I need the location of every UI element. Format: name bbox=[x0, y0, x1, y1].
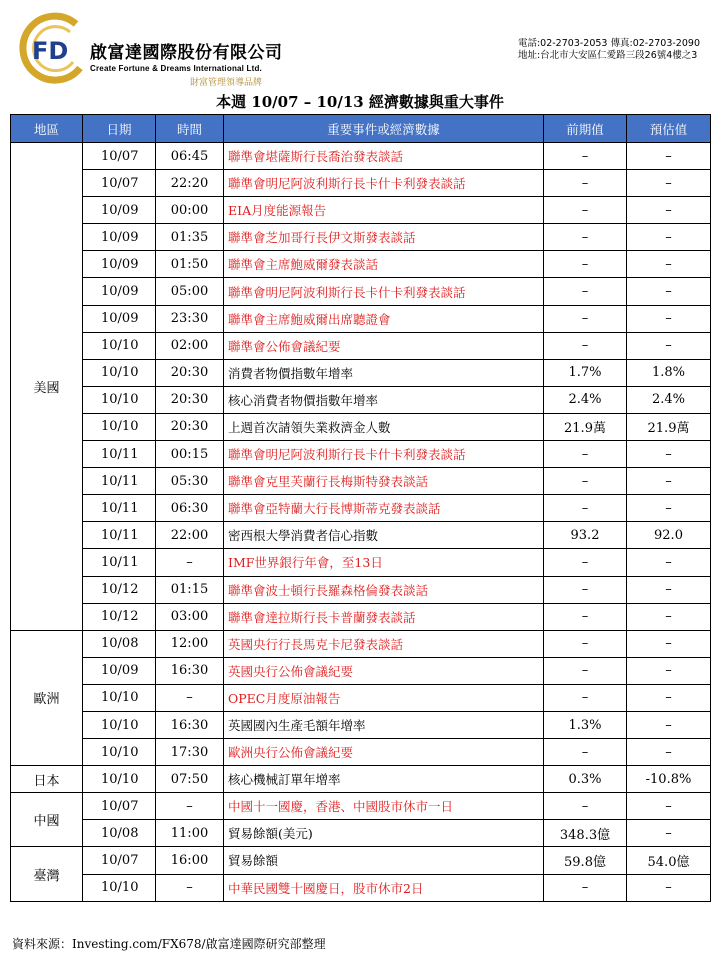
forecast-value-cell: – bbox=[627, 739, 711, 766]
table-row bbox=[11, 874, 711, 901]
date-cell: 10/10 bbox=[83, 684, 156, 711]
event-cell: 聯準會明尼阿波利斯行長卡什卡利發表談話 bbox=[224, 441, 544, 468]
table-row bbox=[11, 413, 711, 440]
table-row bbox=[11, 657, 711, 684]
date-cell: 10/11 bbox=[83, 441, 156, 468]
event-cell: 貿易餘額(美元) bbox=[224, 820, 544, 847]
table-row bbox=[11, 549, 711, 576]
previous-value-cell: 1.7% bbox=[544, 359, 627, 386]
event-cell: 核心消費者物價指數年增率 bbox=[224, 386, 544, 413]
region-cell: 美國 bbox=[11, 143, 83, 631]
table-row bbox=[11, 576, 711, 603]
event-cell: 聯準會亞特蘭大行長博斯蒂克發表談話 bbox=[224, 495, 544, 522]
phone-fax: 電話:02-2703-2053 傳真:02-2703-2090 bbox=[517, 38, 700, 49]
previous-value-cell: – bbox=[544, 684, 627, 711]
table-row bbox=[11, 766, 711, 793]
svg-text:FD: FD bbox=[32, 37, 69, 65]
event-cell: 聯準會公佈會議紀要 bbox=[224, 332, 544, 359]
table-row bbox=[11, 684, 711, 711]
table-header-row bbox=[11, 115, 711, 143]
date-cell: 10/10 bbox=[83, 711, 156, 738]
previous-value-cell: 93.2 bbox=[544, 522, 627, 549]
time-cell: 03:00 bbox=[156, 603, 224, 630]
time-cell: 01:50 bbox=[156, 251, 224, 278]
event-cell: 中國十一國慶，香港、中國股市休市一日 bbox=[224, 793, 544, 820]
forecast-value-cell: 2.4% bbox=[627, 386, 711, 413]
company-name-en: Create Fortune & Dreams International Ltd. bbox=[90, 64, 262, 73]
forecast-value-cell: 54.0億 bbox=[627, 847, 711, 874]
event-cell: 聯準會明尼阿波利斯行長卡什卡利發表談話 bbox=[224, 170, 544, 197]
time-cell: 05:30 bbox=[156, 468, 224, 495]
previous-value-cell: – bbox=[544, 170, 627, 197]
date-cell: 10/09 bbox=[83, 278, 156, 305]
event-cell: 核心機械訂單年增率 bbox=[224, 766, 544, 793]
table-row bbox=[11, 630, 711, 657]
time-cell: – bbox=[156, 793, 224, 820]
time-cell: 06:45 bbox=[156, 143, 224, 170]
column-header-time: 時間 bbox=[156, 115, 224, 143]
column-header-region: 地區 bbox=[11, 115, 83, 143]
address: 地址:台北市大安區仁愛路三段26號4樓之3 bbox=[517, 50, 698, 61]
date-cell: 10/07 bbox=[83, 143, 156, 170]
table-row bbox=[11, 359, 711, 386]
table-row bbox=[11, 820, 711, 847]
table-row bbox=[11, 793, 711, 820]
date-cell: 10/12 bbox=[83, 576, 156, 603]
previous-value-cell: – bbox=[544, 739, 627, 766]
brand-block bbox=[90, 38, 283, 88]
event-cell: 上週首次請領失業救濟金人數 bbox=[224, 413, 544, 440]
event-cell: 英國央行公佈會議紀要 bbox=[224, 657, 544, 684]
time-cell: 22:20 bbox=[156, 170, 224, 197]
time-cell: – bbox=[156, 684, 224, 711]
forecast-value-cell: – bbox=[627, 468, 711, 495]
previous-value-cell: – bbox=[544, 251, 627, 278]
page-header bbox=[0, 0, 720, 90]
forecast-value-cell: – bbox=[627, 224, 711, 251]
company-logo bbox=[18, 12, 90, 84]
time-cell: 16:30 bbox=[156, 657, 224, 684]
date-cell: 10/10 bbox=[83, 766, 156, 793]
previous-value-cell: – bbox=[544, 630, 627, 657]
date-cell: 10/07 bbox=[83, 847, 156, 874]
table-body bbox=[11, 143, 711, 902]
event-cell: 聯準會芝加哥行長伊文斯發表談話 bbox=[224, 224, 544, 251]
company-slogan: 財富管理領導品牌 bbox=[190, 78, 263, 88]
previous-value-cell: – bbox=[544, 576, 627, 603]
date-cell: 10/10 bbox=[83, 359, 156, 386]
table-row bbox=[11, 224, 711, 251]
previous-value-cell: – bbox=[544, 224, 627, 251]
forecast-value-cell: – bbox=[627, 603, 711, 630]
forecast-value-cell: – bbox=[627, 495, 711, 522]
column-header-previous: 前期值 bbox=[544, 115, 627, 143]
event-cell: 密西根大學消費者信心指數 bbox=[224, 522, 544, 549]
previous-value-cell: – bbox=[544, 305, 627, 332]
forecast-value-cell: – bbox=[627, 576, 711, 603]
previous-value-cell: – bbox=[544, 197, 627, 224]
date-cell: 10/09 bbox=[83, 251, 156, 278]
region-cell: 臺灣 bbox=[11, 847, 83, 901]
date-cell: 10/10 bbox=[83, 386, 156, 413]
forecast-value-cell: – bbox=[627, 170, 711, 197]
forecast-value-cell: – bbox=[627, 874, 711, 901]
time-cell: 16:30 bbox=[156, 711, 224, 738]
table-row bbox=[11, 847, 711, 874]
time-cell: 22:00 bbox=[156, 522, 224, 549]
time-cell: 07:50 bbox=[156, 766, 224, 793]
event-cell: 聯準會明尼阿波利斯行長卡什卡利發表談話 bbox=[224, 278, 544, 305]
time-cell: 06:30 bbox=[156, 495, 224, 522]
forecast-value-cell: – bbox=[627, 197, 711, 224]
time-cell: 23:30 bbox=[156, 305, 224, 332]
forecast-value-cell: – bbox=[627, 278, 711, 305]
table-row bbox=[11, 170, 711, 197]
forecast-value-cell: – bbox=[627, 630, 711, 657]
table-row bbox=[11, 711, 711, 738]
forecast-value-cell: – bbox=[627, 305, 711, 332]
time-cell: 01:35 bbox=[156, 224, 224, 251]
event-cell: IMF世界銀行年會，至13日 bbox=[224, 549, 544, 576]
table-row bbox=[11, 305, 711, 332]
table-row bbox=[11, 278, 711, 305]
time-cell: 12:00 bbox=[156, 630, 224, 657]
time-cell: 16:00 bbox=[156, 847, 224, 874]
column-header-event: 重要事件或經濟數據 bbox=[224, 115, 544, 143]
date-cell: 10/08 bbox=[83, 630, 156, 657]
previous-value-cell: – bbox=[544, 468, 627, 495]
source-note: 資料來源：Investing.com/FX678/啟富達國際研究部整理 bbox=[12, 937, 326, 951]
time-cell: 20:30 bbox=[156, 386, 224, 413]
table-row bbox=[11, 441, 711, 468]
previous-value-cell: 21.9萬 bbox=[544, 413, 627, 440]
region-cell: 中國 bbox=[11, 793, 83, 847]
date-cell: 10/09 bbox=[83, 224, 156, 251]
date-cell: 10/11 bbox=[83, 549, 156, 576]
forecast-value-cell: – bbox=[627, 251, 711, 278]
date-cell: 10/07 bbox=[83, 170, 156, 197]
table-row bbox=[11, 603, 711, 630]
previous-value-cell: 2.4% bbox=[544, 386, 627, 413]
table-row bbox=[11, 468, 711, 495]
event-cell: 英國央行行長馬克卡尼發表談話 bbox=[224, 630, 544, 657]
previous-value-cell: – bbox=[544, 278, 627, 305]
events-table bbox=[10, 114, 711, 902]
forecast-value-cell: – bbox=[627, 441, 711, 468]
date-cell: 10/10 bbox=[83, 874, 156, 901]
forecast-value-cell: -10.8% bbox=[627, 766, 711, 793]
time-cell: 00:00 bbox=[156, 197, 224, 224]
table-row bbox=[11, 495, 711, 522]
event-cell: 中華民國雙十國慶日，股市休市2日 bbox=[224, 874, 544, 901]
time-cell: – bbox=[156, 874, 224, 901]
event-cell: EIA月度能源報告 bbox=[224, 197, 544, 224]
company-name-cn: 啟富達國際股份有限公司 bbox=[90, 43, 283, 63]
column-header-date: 日期 bbox=[83, 115, 156, 143]
table-row bbox=[11, 197, 711, 224]
event-cell: OPEC月度原油報告 bbox=[224, 684, 544, 711]
previous-value-cell: – bbox=[544, 495, 627, 522]
date-cell: 10/09 bbox=[83, 197, 156, 224]
time-cell: 01:15 bbox=[156, 576, 224, 603]
forecast-value-cell: – bbox=[627, 332, 711, 359]
date-cell: 10/11 bbox=[83, 468, 156, 495]
date-cell: 10/10 bbox=[83, 739, 156, 766]
forecast-value-cell: – bbox=[627, 684, 711, 711]
event-cell: 聯準會波士頓行長羅森格倫發表談話 bbox=[224, 576, 544, 603]
forecast-value-cell: – bbox=[627, 143, 711, 170]
table-row bbox=[11, 386, 711, 413]
forecast-value-cell: – bbox=[627, 793, 711, 820]
previous-value-cell: 0.3% bbox=[544, 766, 627, 793]
previous-value-cell: – bbox=[544, 332, 627, 359]
date-cell: 10/10 bbox=[83, 332, 156, 359]
forecast-value-cell: 92.0 bbox=[627, 522, 711, 549]
date-cell: 10/08 bbox=[83, 820, 156, 847]
previous-value-cell: – bbox=[544, 874, 627, 901]
date-cell: 10/11 bbox=[83, 522, 156, 549]
region-cell: 日本 bbox=[11, 766, 83, 793]
table-row bbox=[11, 251, 711, 278]
previous-value-cell: 348.3億 bbox=[544, 820, 627, 847]
time-cell: 20:30 bbox=[156, 413, 224, 440]
previous-value-cell: – bbox=[544, 603, 627, 630]
previous-value-cell: – bbox=[544, 549, 627, 576]
previous-value-cell: – bbox=[544, 657, 627, 684]
table-row bbox=[11, 522, 711, 549]
contact-info bbox=[518, 38, 700, 62]
forecast-value-cell: – bbox=[627, 711, 711, 738]
time-cell: 17:30 bbox=[156, 739, 224, 766]
event-cell: 聯準會堪薩斯行長喬治發表談話 bbox=[224, 143, 544, 170]
previous-value-cell: – bbox=[544, 793, 627, 820]
event-cell: 歐洲央行公佈會議紀要 bbox=[224, 739, 544, 766]
date-cell: 10/10 bbox=[83, 413, 156, 440]
event-cell: 貿易餘額 bbox=[224, 847, 544, 874]
forecast-value-cell: 1.8% bbox=[627, 359, 711, 386]
time-cell: 20:30 bbox=[156, 359, 224, 386]
event-cell: 聯準會克里芙蘭行長梅斯特發表談話 bbox=[224, 468, 544, 495]
forecast-value-cell: – bbox=[627, 549, 711, 576]
time-cell: 11:00 bbox=[156, 820, 224, 847]
table-row bbox=[11, 332, 711, 359]
previous-value-cell: 1.3% bbox=[544, 711, 627, 738]
previous-value-cell: 59.8億 bbox=[544, 847, 627, 874]
date-cell: 10/09 bbox=[83, 305, 156, 332]
forecast-value-cell: – bbox=[627, 657, 711, 684]
date-cell: 10/09 bbox=[83, 657, 156, 684]
table-row bbox=[11, 739, 711, 766]
time-cell: 00:15 bbox=[156, 441, 224, 468]
time-cell: 05:00 bbox=[156, 278, 224, 305]
region-cell: 歐洲 bbox=[11, 630, 83, 765]
event-cell: 聯準會主席鮑威爾出席聽證會 bbox=[224, 305, 544, 332]
event-cell: 英國國內生產毛額年增率 bbox=[224, 711, 544, 738]
time-cell: 02:00 bbox=[156, 332, 224, 359]
date-cell: 10/11 bbox=[83, 495, 156, 522]
page-title: 本週 10/07 – 10/13 經濟數據與重大事件 bbox=[216, 93, 504, 111]
column-header-forecast: 預估值 bbox=[627, 115, 711, 143]
date-cell: 10/12 bbox=[83, 603, 156, 630]
previous-value-cell: – bbox=[544, 441, 627, 468]
forecast-value-cell: 21.9萬 bbox=[627, 413, 711, 440]
event-cell: 聯準會達拉斯行長卡普蘭發表談話 bbox=[224, 603, 544, 630]
event-cell: 聯準會主席鮑威爾發表談話 bbox=[224, 251, 544, 278]
previous-value-cell: – bbox=[544, 143, 627, 170]
time-cell: – bbox=[156, 549, 224, 576]
date-cell: 10/07 bbox=[83, 793, 156, 820]
forecast-value-cell: – bbox=[627, 820, 711, 847]
event-cell: 消費者物價指數年增率 bbox=[224, 359, 544, 386]
table-row bbox=[11, 143, 711, 170]
